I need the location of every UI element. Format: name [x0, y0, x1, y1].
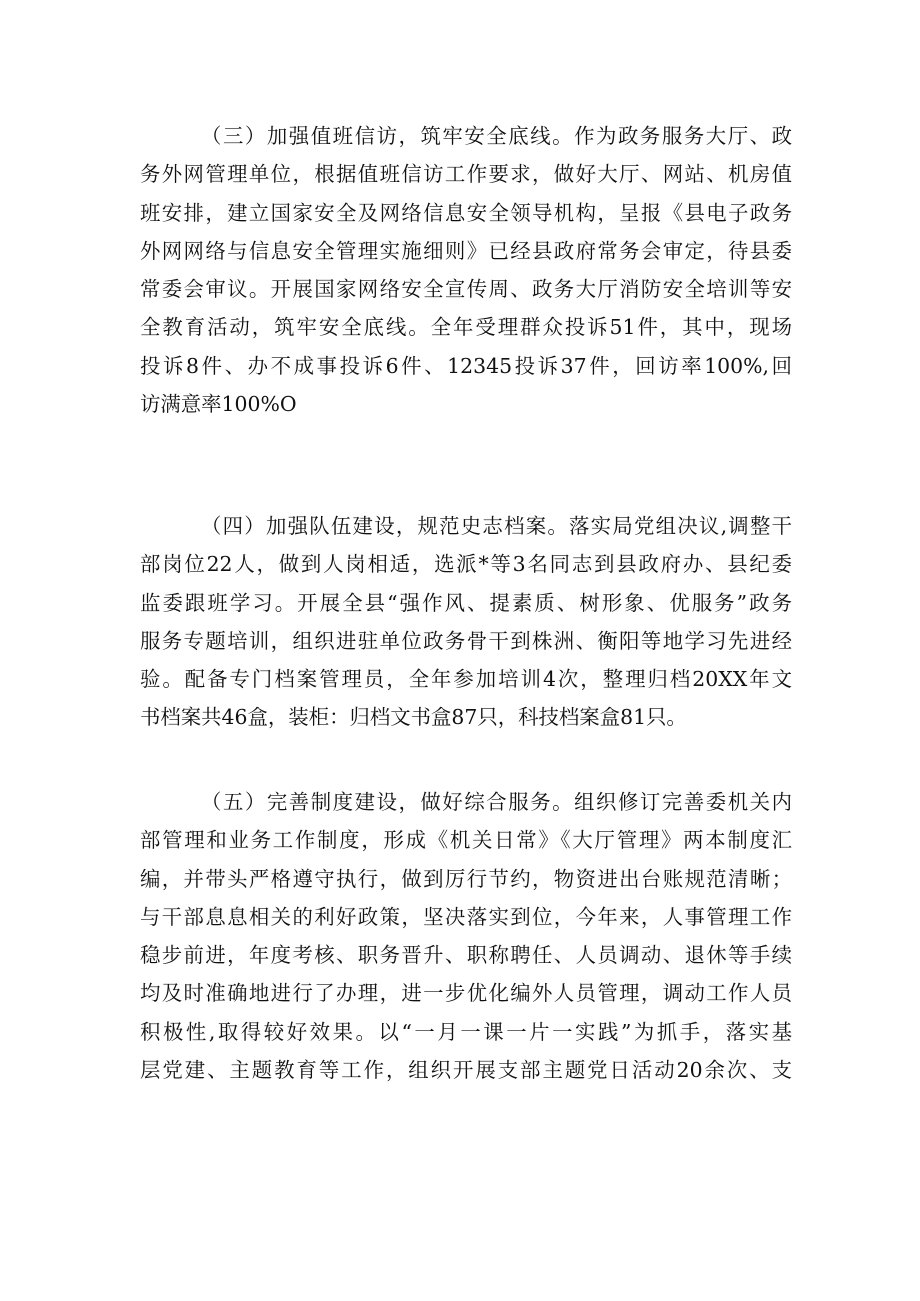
paragraph-line: 编，并带头严格遵守执行，做到厉行节约，物资进出台账规范清晰；: [140, 866, 792, 891]
paragraph-line: 全教育活动，筑牢安全底线。全年受理群众投诉51件，其中，现场: [140, 315, 792, 340]
paragraph-line: （三）加强值班信访，筑牢安全底线。作为政务服务大厅、政: [201, 124, 792, 148]
paragraph-line: 班安排，建立国家安全及网络信息安全领导机构，呈报《县电子政务: [140, 200, 792, 225]
paragraph-line: （四）加强队伍建设，规范史志档案。落实局党组决议,调整干: [201, 514, 792, 538]
paragraph-line: 部管理和业务工作制度，形成《机关日常》《大厅管理》两本制度汇: [140, 828, 792, 853]
paragraph-line: 访满意率100%O: [140, 392, 297, 417]
paragraph-line: 积极性,取得较好效果。以“一月一课一片一实践”为抓手，落实基: [140, 1019, 792, 1044]
paragraph-line: 务外网管理单位，根据值班信访工作要求，做好大厅、网站、机房值: [140, 162, 792, 187]
paragraph-line: 书档案共46盒，装柜：归档文书盒87只，科技档案盒81只。: [140, 705, 687, 730]
paragraph-line: 监委跟班学习。开展全县“强作风、提素质、树形象、优服务”政务: [140, 590, 792, 615]
paragraph-line: 稳步前进，年度考核、职务晋升、职称聘任、人员调动、退休等手续: [140, 943, 792, 968]
paragraph-line: 与干部息息相关的利好政策，坚决落实到位，今年来，人事管理工作: [140, 904, 792, 929]
paragraph-section-4: [140, 507, 792, 737]
paragraph-line: 部岗位22人，做到人岗相适，选派*等3名同志到县政府办、县纪委: [140, 552, 792, 577]
paragraph-section-3: [140, 117, 792, 423]
paragraph-section-5: [140, 783, 792, 1089]
paragraph-line: 均及时准确地进行了办理，进一步优化编外人员管理，调动工作人员: [140, 981, 792, 1006]
paragraph-line: （五）完善制度建设，做好综合服务。组织修订完善委机关内: [201, 790, 792, 814]
paragraph-line: 层党建、主题教育等工作，组织开展支部主题党日活动20余次、支: [140, 1058, 792, 1083]
paragraph-line: 外网网络与信息安全管理实施细则》已经县政府常务会审定，待县委: [140, 238, 792, 263]
paragraph-line: 验。配备专门档案管理员，全年参加培训4次，整理归档20XX年文: [140, 667, 792, 692]
paragraph-line: 投诉8件、办不成事投诉6件、12345投诉37件，回访率100%,回: [140, 353, 792, 378]
paragraph-line: 服务专题培训，组织进驻单位政务骨干到株洲、衡阳等地学习先进经: [140, 628, 792, 653]
paragraph-line: 常委会审议。开展国家网络安全宣传周、政务大厅消防安全培训等安: [140, 277, 792, 302]
